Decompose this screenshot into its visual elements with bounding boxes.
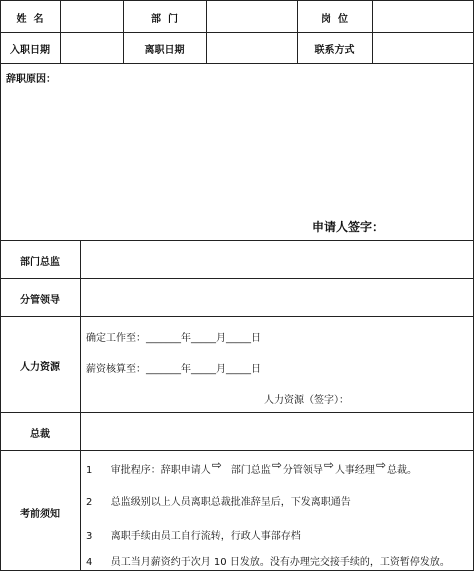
note-item-3 [86,527,301,542]
note-item-2 [86,493,351,508]
grid-line [0,278,474,279]
grid-line [0,63,474,64]
note-number: 1 [86,465,93,476]
entry-date-label: 入职日期 [10,45,50,56]
president-label: 总裁 [30,429,50,440]
note-text: 总监级别以上人员离职总裁批准辞呈后，下发离职通告 [110,497,351,508]
note-text: 分管领导 [282,465,323,476]
note-number: 4 [86,557,93,568]
note-text: 离职手续由员工自行流转，行政人事部存档 [110,531,301,542]
right-arrow-icon: ⇨ [323,458,334,472]
right-arrow-icon: ⇨ [375,458,386,472]
name-label: 姓 名 [16,14,44,25]
grid-line [0,412,474,413]
grid-line [0,0,474,1]
leave-date-label: 离职日期 [144,45,185,56]
resign-reason-label: 辞职原因： [6,74,56,85]
applicant-signature-label: 申请人签字： [312,220,385,234]
grid-line [0,32,474,33]
division-leader-label: 分管领导 [20,295,60,306]
grid-line [206,0,207,63]
note-text: 审批程序：辞职申请人 [110,465,211,476]
grid-line [60,0,61,63]
grid-line [80,240,81,571]
hr-label: 人力资源 [20,362,60,373]
grid-line [0,0,1,571]
grid-line [0,316,474,317]
note-text: 部门总监 [230,465,271,476]
position-label: 岗 位 [321,14,348,25]
right-arrow-icon: ⇨ [211,458,222,472]
note-text: 人事经理 [334,465,375,476]
confirm-work-until: 确定工作至：_______年_____月_____日 [86,333,261,344]
note-number: 3 [86,531,93,542]
hr-signature-label: 人力资源（签字）： [264,395,349,406]
contact-label: 联系方式 [314,45,355,56]
right-arrow-icon: ⇨ [271,458,282,472]
notes-label: 考前须知 [20,509,60,520]
grid-line [0,240,474,241]
salary-settle-until: 薪资核算至：_______年_____月_____日 [86,364,261,375]
grid-line [372,0,373,63]
note-item-1 [86,458,417,476]
note-text: 总裁。 [387,465,417,476]
grid-line [0,450,474,451]
department-director-label: 部门总监 [20,257,60,268]
note-text: 员工当月薪资约于次月 10 日发放。没有办理完交接手续的，工资暂停发放。 [110,557,450,568]
note-item-4 [86,553,450,568]
note-number: 2 [86,497,93,508]
department-label: 部 门 [151,14,178,25]
